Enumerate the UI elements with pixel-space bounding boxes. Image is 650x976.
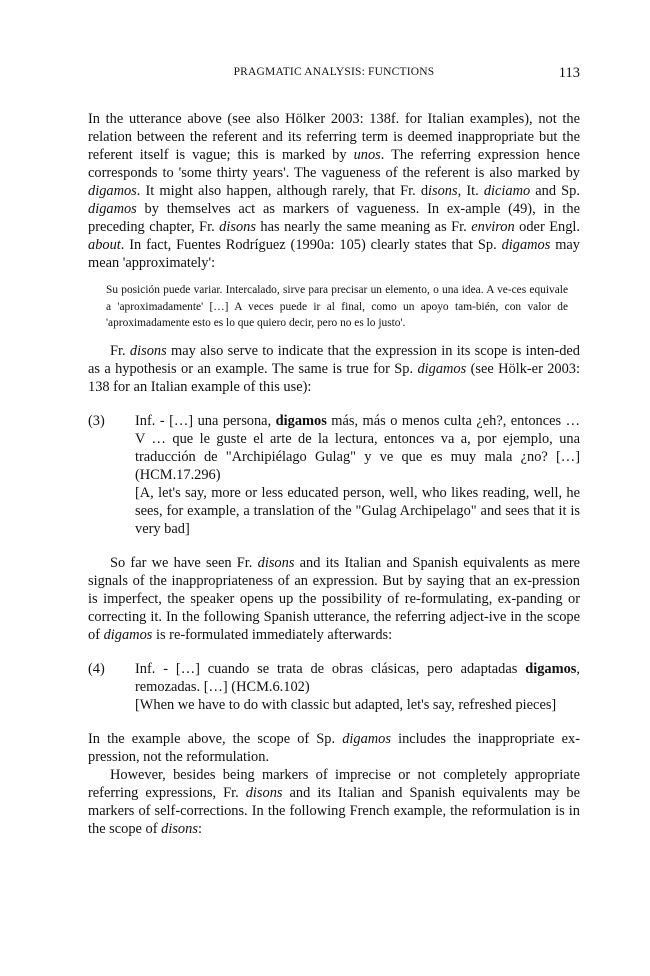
- italic-term: isons: [428, 183, 458, 199]
- example-number: (4): [88, 660, 105, 677]
- italic-term: digamos: [103, 626, 153, 643]
- italic-term: about: [88, 237, 121, 253]
- bold-term: digamos: [525, 660, 577, 677]
- example-number: (3): [88, 412, 105, 429]
- italic-term: disons: [161, 820, 198, 837]
- example-body: [135, 660, 580, 714]
- italic-term: digamos: [88, 183, 137, 199]
- running-title: PRAGMATIC ANALYSIS: FUNCTIONS: [233, 66, 435, 78]
- running-head: [88, 65, 580, 83]
- body-text: [88, 110, 580, 838]
- paragraph: Fr. disons may also serve to indicate that the expression in its scope is inten-ded as a hypothesis or an example. The same is true for Sp. digamos (see Hölk-er 2003: 138 for an Italian example of this use):: [88, 342, 581, 395]
- example-body: [135, 412, 580, 538]
- block-quote: Su posición puede variar. Intercalado, sirve para precisar un elemento, o una idea. A ve-ces equivale a 'aproximadamente' […] A veces puede ir al final, como un apoyo tam-bién, con valor de 'aproximadamente esto es lo que quiero decir, pero no es lo justo'.: [106, 284, 568, 329]
- paragraph: In the utterance above (see also Hölker 2003: 138f. for Italian examples), not the relation between the referent and its referring term is deemed inappropriate but the referent itself is vague; this is marked by unos. The referring expression hence corresponds to 'some thirty years'. The vagueness of the referent is also marked by digamos. It might also happen, although rarely, that Fr. disons, It. diciamo and Sp. digamos by themselves act as markers of vagueness. In ex-ample (49), in the preceding chapter, Fr. disons has nearly the same meaning as Fr. environ oder Engl. about. In fact, Fuentes Rodríguez (1990a: 105) clearly states that Sp. digamos may mean 'approximately':: [88, 111, 580, 271]
- italic-term: disons: [129, 342, 167, 359]
- italic-term: disons: [257, 554, 295, 571]
- example-translation: [A, let's say, more or less educated person, well, who likes reading, well, he sees, for example, a translation of the "Gulag Archipelago" and sees that it is very bad]: [135, 484, 580, 537]
- example-text: Inf. - […] una persona, digamos más, más o menos culta ¿eh?, entonces … V … que le guste el arte de la lectura, entonces va a, por ejemplo, una traducción de "Archipiélago Gulag" y ve que es muy mala ¿no? […] (HCM.17.296): [135, 412, 580, 483]
- page-number: 113: [558, 65, 580, 81]
- italic-term: digamos: [417, 360, 467, 377]
- italic-term: environ: [471, 219, 515, 235]
- italic-term: digamos: [88, 201, 137, 217]
- italic-term: digamos: [342, 730, 391, 747]
- example-3: [88, 412, 580, 538]
- bold-term: digamos: [275, 412, 327, 429]
- italic-term: disons: [245, 784, 283, 801]
- example-translation: [When we have to do with classic but adapted, let's say, refreshed pieces]: [135, 696, 557, 713]
- paragraph: However, besides being markers of imprecise or not completely appropriate referring expressions, Fr. disons and its Italian and Spanish equivalents may be markers of self-corrections. In the following French example, the reformulation is in the scope of disons:: [88, 766, 580, 837]
- example-text: Inf. - […] cuando se trata de obras clásicas, pero adaptadas digamos, remozadas. […] (HCM.6.102): [135, 660, 580, 695]
- paragraph: In the example above, the scope of Sp. digamos includes the inappropriate ex-pression, not the reformulation.: [88, 730, 580, 765]
- italic-term: digamos: [501, 237, 551, 253]
- example-4: [88, 660, 580, 714]
- italic-term: unos: [353, 147, 381, 163]
- italic-term: disons: [219, 219, 256, 235]
- paragraph: So far we have seen Fr. disons and its Italian and Spanish equivalents as mere signals of the inappropriateness of an expression. But by saying that an ex-pression is imperfect, the speaker opens up the possibility of re-formulating, ex-panding or correcting it. In the following Spanish utterance, the referring adject-ive in the scope of digamos is re-formulated immediately afterwards:: [88, 554, 580, 643]
- italic-term: diciamo: [483, 183, 531, 199]
